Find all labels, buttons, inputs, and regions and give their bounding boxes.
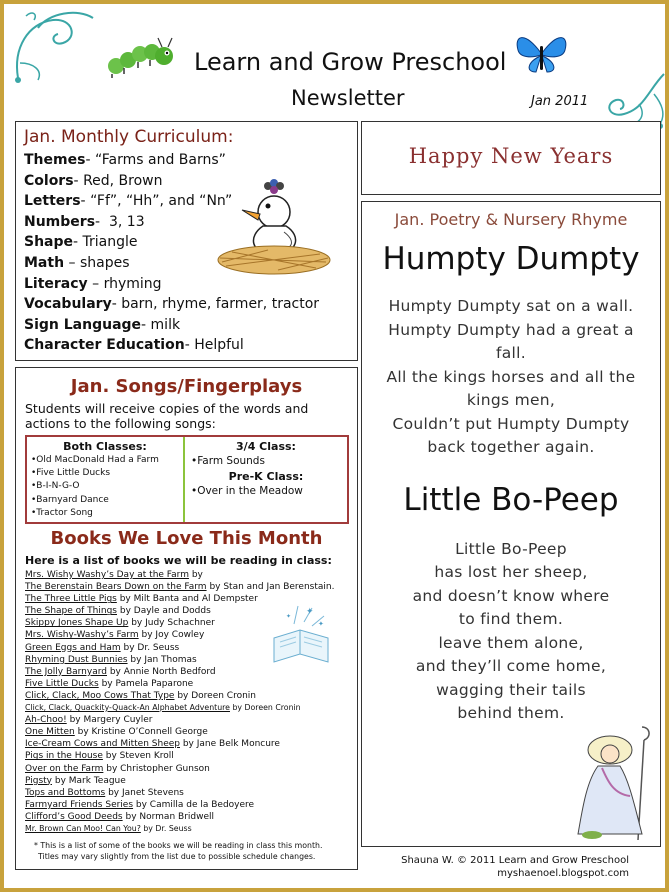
caterpillar-icon xyxy=(104,30,184,80)
school-title: Learn and Grow Preschool xyxy=(194,48,507,76)
svg-text:✦: ✦ xyxy=(318,620,324,628)
footnote-line-1: * This is a list of some of the books we will be reading in class this month. xyxy=(34,841,323,850)
book-title: The Shape of Things xyxy=(25,606,117,617)
curriculum-item-separator: - xyxy=(85,152,95,168)
curriculum-item xyxy=(24,150,349,171)
book-list-item xyxy=(25,678,334,690)
curriculum-item-value: “Farms and Barns” xyxy=(94,152,226,168)
book-list-item xyxy=(25,581,334,593)
book-title: The Three Little Pigs xyxy=(25,594,117,605)
age-classes-column xyxy=(185,437,347,522)
poem-title-little-bo-peep: Little Bo-Peep xyxy=(403,481,619,518)
book-author: by Dayle and Dodds xyxy=(117,606,211,617)
book-author: by Joy Cowley xyxy=(138,630,205,641)
book-list-item xyxy=(25,690,334,702)
prek-class-list xyxy=(191,484,341,499)
curriculum-item-value: milk xyxy=(150,316,181,333)
curriculum-item-label: Sign Language xyxy=(24,316,142,333)
curriculum-item-value: Red, Brown xyxy=(83,172,163,189)
both-classes-heading: Both Classes: xyxy=(63,440,147,453)
book-author: by Judy Schachner xyxy=(128,618,215,629)
butterfly-icon xyxy=(514,28,569,78)
song-item: •Farm Sounds xyxy=(191,455,265,467)
songs-intro: Students will receive copies of the words and actions to the following songs: xyxy=(25,401,309,431)
book-author: by Jane Belk Moncure xyxy=(179,739,280,750)
song-item: •Tractor Song xyxy=(31,507,93,518)
book-author: by Jan Thomas xyxy=(127,654,197,665)
curriculum-item-separator: - xyxy=(141,316,151,333)
curriculum-item-label: Letters xyxy=(24,193,81,210)
poem-line: Little Bo-Peep xyxy=(455,539,567,558)
book-list-item xyxy=(25,702,334,714)
curriculum-item-label: Vocabulary xyxy=(24,296,112,313)
book-title: Five Little Ducks xyxy=(25,678,99,689)
poem-line: kings men, xyxy=(466,391,556,409)
book-author: by Norman Bridwell xyxy=(122,811,215,822)
curriculum-item-separator: - xyxy=(73,234,83,251)
poem-line: Humpty Dumpty had a great a xyxy=(388,320,634,339)
poem-line: fall. xyxy=(496,344,526,362)
swirl-top-left-decoration xyxy=(8,8,98,88)
books-heading: Books We Love This Month xyxy=(50,528,323,549)
book-author: by Stan and Jan Berenstain. xyxy=(206,582,335,593)
books-intro: Here is a list of books we will be reading in class: xyxy=(25,554,332,567)
book-title: The Berenstain Bears Down on the Farm xyxy=(25,582,207,593)
poem-line: Couldn’t put Humpty Dumpty xyxy=(392,414,630,433)
book-author: by xyxy=(188,570,203,580)
book-title: Ah-Choo! xyxy=(25,715,67,726)
curriculum-item-separator: - xyxy=(111,296,122,313)
book-author: by Kristine O’Connell George xyxy=(74,727,208,738)
curriculum-item-separator: - xyxy=(73,172,84,189)
curriculum-item-value: Helpful xyxy=(194,337,244,354)
book-list-item xyxy=(25,811,334,823)
book-list-item xyxy=(25,726,334,738)
book-title: Farmyard Friends Series xyxy=(25,799,134,810)
book-title: Clifford’s Good Deeds xyxy=(25,811,123,822)
curriculum-item-label: Numbers xyxy=(24,213,96,230)
curriculum-item xyxy=(24,335,349,356)
book-title: Mrs. Wishy Washy’s Day at the Farm xyxy=(25,570,189,580)
curriculum-item-separator: - xyxy=(95,213,105,230)
curriculum-item-separator: - xyxy=(80,193,91,210)
poem-title-humpty-dumpty: Humpty Dumpty xyxy=(382,241,640,277)
book-title: Mr. Brown Can Moo! Can You? xyxy=(25,823,141,833)
song-item: •Five Little Ducks xyxy=(31,468,111,479)
curriculum-item-value: shapes xyxy=(79,254,130,271)
curriculum-item-label: Colors xyxy=(24,172,74,189)
book-list-item xyxy=(25,775,334,787)
book-title: Click, Clack, Quackity-Quack-An Alphabet Adventure xyxy=(25,703,230,713)
book-author: by Annie North Bedford xyxy=(106,666,216,677)
poem-little-bo-peep xyxy=(362,538,660,726)
book-author: by Doreen Cronin xyxy=(174,690,257,701)
book-title: Pigs in the House xyxy=(25,751,103,762)
hen-on-nest-illustration xyxy=(208,174,338,286)
book-title: Ice-Cream Cows and Mitten Sheep xyxy=(25,739,180,750)
curriculum-item-label: Literacy xyxy=(24,275,88,292)
poetry-heading: Jan. Poetry & Nursery Rhyme xyxy=(394,210,628,229)
curriculum-item-value: rhyming xyxy=(103,275,162,292)
book-title: Click, Clack, Moo Cows That Type xyxy=(25,690,175,701)
book-author: by Pamela Paparone xyxy=(98,678,194,689)
curriculum-item-value: barn, rhyme, farmer, tractor xyxy=(121,296,320,313)
book-title: The Jolly Barnyard xyxy=(25,666,107,677)
class-34-list xyxy=(191,454,341,469)
credit-line: Shauna W. © 2011 Learn and Grow Preschool xyxy=(401,855,629,866)
book-title: Mrs. Wishy-Washy’s Farm xyxy=(25,630,139,641)
curriculum-item-label: Math xyxy=(24,254,65,271)
poem-line: leave them alone, xyxy=(438,633,584,652)
book-author: by Janet Stevens xyxy=(105,787,184,798)
both-classes-column xyxy=(27,437,185,522)
poetry-section xyxy=(361,201,661,847)
book-title: Skippy Jones Shape Up xyxy=(25,618,129,629)
book-author: by Camilla de la Bedoyere xyxy=(133,799,255,810)
prek-class-heading: Pre-K Class: xyxy=(228,470,304,483)
book-list-item xyxy=(25,569,334,581)
book-author: by Christopher Gunson xyxy=(103,763,210,774)
book-title: Green Eggs and Ham xyxy=(25,642,121,653)
happy-new-years-text: Happy New Years xyxy=(408,144,614,168)
book-author: by Dr. Seuss xyxy=(120,642,180,653)
poem-line: Humpty Dumpty sat on a wall. xyxy=(388,297,634,315)
books-footnote xyxy=(34,840,322,862)
curriculum-section xyxy=(15,121,358,361)
curriculum-item-label: Shape xyxy=(24,234,74,251)
curriculum-item xyxy=(24,315,349,336)
curriculum-item-separator: – xyxy=(87,275,104,292)
book-title: Rhyming Dust Bunnies xyxy=(25,654,128,665)
poem-line: has lost her sheep, xyxy=(434,563,588,581)
newsletter-label: Newsletter xyxy=(291,86,405,110)
bo-peep-illustration xyxy=(572,722,657,842)
book-title: Tops and Bottoms xyxy=(25,787,106,798)
credit-block xyxy=(401,854,629,880)
book-author: by Milt Banta and Al Dempster xyxy=(116,594,258,605)
greeting-section xyxy=(361,121,661,195)
song-item: •B-I-N-G-O xyxy=(31,481,80,492)
book-list-item xyxy=(25,714,334,726)
poem-line: to find them. xyxy=(458,610,564,628)
class-song-lists xyxy=(25,435,349,524)
book-list-item xyxy=(25,738,334,750)
book-title: One Mitten xyxy=(25,727,75,738)
book-title: Pigsty xyxy=(25,775,52,786)
curriculum-item-value: Triangle xyxy=(82,234,138,251)
book-list-item xyxy=(25,787,334,799)
book-author: by Margery Cuyler xyxy=(66,715,153,726)
book-list-item xyxy=(25,750,334,762)
class-34-heading: 3/4 Class: xyxy=(236,440,296,453)
curriculum-item-value: 3, 13 xyxy=(104,213,145,230)
poem-line: and doesn’t know where xyxy=(412,586,610,605)
poem-humpty-dumpty xyxy=(362,295,660,460)
both-classes-list xyxy=(31,454,179,520)
poem-line: and they’ll come home, xyxy=(415,657,607,675)
songs-heading: Jan. Songs/Fingerplays xyxy=(70,376,303,397)
curriculum-heading: Jan. Monthly Curriculum: xyxy=(24,127,234,147)
book-author: by Dr. Seuss xyxy=(140,823,192,833)
footnote-line-2: Titles may vary slightly from the list due to possible schedule changes. xyxy=(38,852,316,861)
book-author: by Steven Kroll xyxy=(102,751,174,762)
svg-text:✦: ✦ xyxy=(286,613,292,620)
book-author: by Doreen Cronin xyxy=(229,703,301,713)
song-item: •Barnyard Dance xyxy=(31,494,109,505)
curriculum-item-value: “Ff”, “Hh”, and “Nn” xyxy=(90,193,233,210)
poem-line: wagging their tails xyxy=(436,680,586,699)
curriculum-item-label: Character Education xyxy=(24,337,185,354)
svg-text:✦: ✦ xyxy=(306,607,314,617)
curriculum-item-separator: - xyxy=(184,337,195,354)
curriculum-item-separator: – xyxy=(64,254,80,271)
book-list-item xyxy=(25,823,334,835)
poem-line: back together again. xyxy=(427,438,595,456)
book-author: by Mark Teague xyxy=(52,775,126,786)
poem-line: behind them. xyxy=(457,704,565,722)
curriculum-item xyxy=(24,294,349,315)
songs-books-section xyxy=(15,367,358,870)
book-list-item xyxy=(25,799,334,811)
blog-url: myshaenoel.blogspot.com xyxy=(497,868,629,879)
book-list-item xyxy=(25,763,334,775)
issue-date: Jan 2011 xyxy=(531,94,589,109)
open-book-illustration xyxy=(266,604,336,668)
song-item: •Over in the Meadow xyxy=(191,485,303,497)
song-item: •Old MacDonald Had a Farm xyxy=(31,455,159,465)
poem-line: All the kings horses and all the xyxy=(386,367,636,386)
curriculum-item-label: Themes xyxy=(24,152,86,168)
book-title: Over on the Farm xyxy=(25,763,104,774)
